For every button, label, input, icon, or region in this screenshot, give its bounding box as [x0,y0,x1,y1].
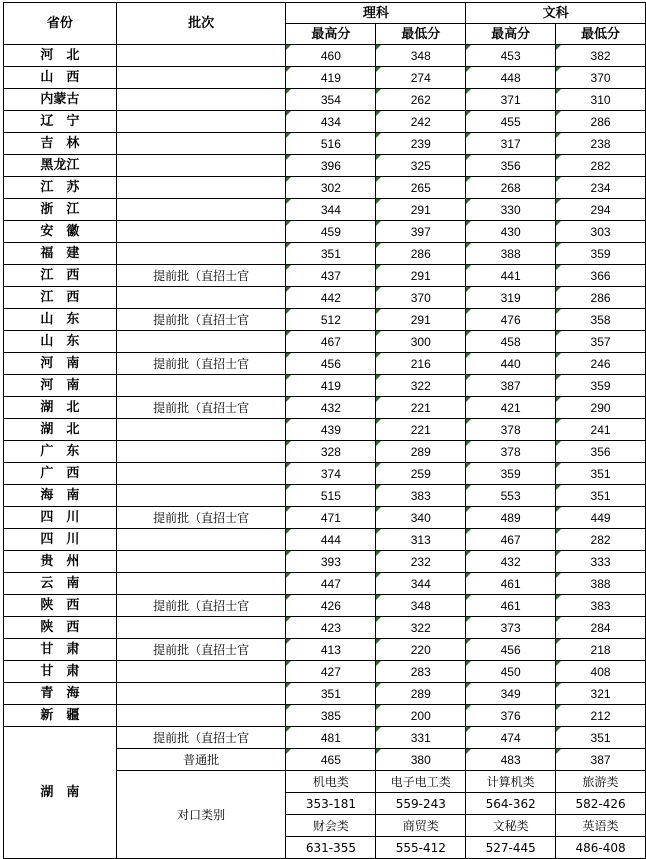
batch-cell [116,683,286,705]
arts-min-cell: 282 [556,155,646,177]
batch-cell: 提前批（直招士官 [116,595,286,617]
science-max-cell: 426 [286,595,376,617]
table-row [4,199,646,221]
science-max-cell: 396 [286,155,376,177]
science-min-cell: 380 [376,749,466,771]
score-table [3,2,646,859]
arts-max-cell: 430 [466,221,556,243]
arts-min-cell: 286 [556,287,646,309]
science-min-cell: 289 [376,441,466,463]
science-min-cell: 283 [376,661,466,683]
batch-cell: 提前批（直招士官 [116,265,286,287]
batch-cell: 提前批（直招士官 [116,309,286,331]
province-cell: 内蒙古 [4,89,117,111]
batch-cell [116,111,286,133]
science-min-cell: 221 [376,397,466,419]
table-row [4,133,646,155]
table-row [4,617,646,639]
science-min-cell: 262 [376,89,466,111]
arts-min-cell: 303 [556,221,646,243]
arts-min-cell: 321 [556,683,646,705]
province-cell: 贵 州 [4,551,117,573]
arts-min-cell: 241 [556,419,646,441]
arts-max-cell: 388 [466,243,556,265]
arts-min-cell: 286 [556,111,646,133]
science-max-cell: 437 [286,265,376,287]
batch-cell [116,551,286,573]
arts-max-cell: 476 [466,309,556,331]
science-min-cell: 291 [376,265,466,287]
arts-max-cell: 467 [466,529,556,551]
batch-cell [116,529,286,551]
vocational-range-cell: 582-426 [556,793,646,815]
arts-min-cell: 246 [556,353,646,375]
arts-max-cell: 373 [466,617,556,639]
vocational-category-cell: 财会类 [286,815,376,837]
table-row [4,375,646,397]
science-max-cell: 427 [286,661,376,683]
science-min-header: 最低分 [376,24,466,45]
vocational-category-cell: 英语类 [556,815,646,837]
arts-max-cell: 489 [466,507,556,529]
batch-header: 批次 [116,3,286,45]
science-min-cell: 313 [376,529,466,551]
province-cell: 吉 林 [4,133,117,155]
arts-min-cell: 238 [556,133,646,155]
table-row [4,177,646,199]
batch-cell [116,199,286,221]
vocational-range-cell: 631-355 [286,837,376,859]
table-row [4,397,646,419]
arts-min-cell: 218 [556,639,646,661]
table-row [4,507,646,529]
science-min-cell: 265 [376,177,466,199]
province-cell: 浙 江 [4,199,117,221]
science-max-cell: 385 [286,705,376,727]
science-max-cell: 481 [286,727,376,749]
arts-min-cell: 358 [556,309,646,331]
science-min-cell: 397 [376,221,466,243]
table-row [4,331,646,353]
science-min-cell: 344 [376,573,466,595]
science-max-cell: 444 [286,529,376,551]
vocational-category-cell: 文秘类 [466,815,556,837]
arts-min-cell: 333 [556,551,646,573]
arts-max-cell: 456 [466,639,556,661]
science-max-cell: 467 [286,331,376,353]
arts-max-cell: 441 [466,265,556,287]
arts-min-cell: 284 [556,617,646,639]
science-min-cell: 239 [376,133,466,155]
table-row [4,573,646,595]
science-max-cell: 413 [286,639,376,661]
batch-cell [116,463,286,485]
science-max-cell: 351 [286,683,376,705]
table-row [4,67,646,89]
province-cell: 江 苏 [4,177,117,199]
science-min-cell: 340 [376,507,466,529]
science-max-cell: 515 [286,485,376,507]
arts-max-cell: 330 [466,199,556,221]
batch-cell [116,419,286,441]
science-min-cell: 221 [376,419,466,441]
science-max-cell: 460 [286,45,376,67]
province-cell: 山 西 [4,67,117,89]
science-max-cell: 465 [286,749,376,771]
vocational-range-cell: 559-243 [376,793,466,815]
science-max-cell: 447 [286,573,376,595]
province-cell: 山 东 [4,309,117,331]
table-row [4,705,646,727]
science-min-cell: 291 [376,309,466,331]
batch-cell [116,375,286,397]
province-header: 省份 [4,3,117,45]
table-row [4,265,646,287]
header-row-1 [4,3,646,24]
table-row [4,441,646,463]
science-min-cell: 322 [376,375,466,397]
province-cell: 新 疆 [4,705,117,727]
arts-max-cell: 461 [466,595,556,617]
province-cell: 甘 肃 [4,639,117,661]
table-row [4,45,646,67]
science-min-cell: 232 [376,551,466,573]
science-max-cell: 442 [286,287,376,309]
province-cell: 广 东 [4,441,117,463]
arts-max-cell: 319 [466,287,556,309]
arts-max-cell: 450 [466,661,556,683]
province-cell: 广 西 [4,463,117,485]
arts-max-cell: 421 [466,397,556,419]
arts-min-cell: 387 [556,749,646,771]
arts-max-cell: 371 [466,89,556,111]
arts-min-cell: 351 [556,463,646,485]
science-max-cell: 344 [286,199,376,221]
arts-max-cell: 378 [466,419,556,441]
table-row [4,309,646,331]
province-cell: 安 徽 [4,221,117,243]
arts-max-cell: 268 [466,177,556,199]
batch-cell [116,133,286,155]
batch-cell: 提前批（直招士官 [116,507,286,529]
arts-max-cell: 453 [466,45,556,67]
province-cell: 四 川 [4,529,117,551]
science-max-cell: 432 [286,397,376,419]
vocational-category-cell: 旅游类 [556,771,646,793]
table-row [4,639,646,661]
table-row [4,683,646,705]
science-min-cell: 289 [376,683,466,705]
science-min-cell: 325 [376,155,466,177]
science-max-cell: 302 [286,177,376,199]
province-cell: 江 西 [4,287,117,309]
science-min-cell: 300 [376,331,466,353]
science-max-cell: 516 [286,133,376,155]
batch-cell [116,45,286,67]
vocational-range-cell: 486-408 [556,837,646,859]
arts-max-header: 最高分 [466,24,556,45]
arts-min-cell: 357 [556,331,646,353]
science-min-cell: 216 [376,353,466,375]
science-max-cell: 328 [286,441,376,463]
science-min-cell: 348 [376,595,466,617]
province-cell: 甘 肃 [4,661,117,683]
arts-min-cell: 282 [556,529,646,551]
province-cell: 河 南 [4,353,117,375]
science-max-cell: 351 [286,243,376,265]
table-row [4,353,646,375]
arts-min-header: 最低分 [556,24,646,45]
batch-cell [116,331,286,353]
batch-cell: 提前批（直招士官 [116,353,286,375]
arts-header: 文科 [466,3,646,24]
table-row [4,595,646,617]
table-row [4,529,646,551]
science-header: 理科 [286,3,466,24]
table-row [4,221,646,243]
batch-cell [116,617,286,639]
arts-min-cell: 351 [556,727,646,749]
batch-cell [116,485,286,507]
batch-cell [116,89,286,111]
science-min-cell: 274 [376,67,466,89]
arts-max-cell: 474 [466,727,556,749]
arts-max-cell: 461 [466,573,556,595]
arts-max-cell: 553 [466,485,556,507]
batch-cell [116,243,286,265]
science-min-cell: 348 [376,45,466,67]
table-row [4,485,646,507]
arts-max-cell: 356 [466,155,556,177]
province-cell: 河 北 [4,45,117,67]
arts-max-cell: 455 [466,111,556,133]
science-max-cell: 419 [286,375,376,397]
province-cell: 青 海 [4,683,117,705]
batch-cell [116,661,286,683]
arts-min-cell: 310 [556,89,646,111]
province-cell: 山 东 [4,331,117,353]
arts-min-cell: 234 [556,177,646,199]
science-max-cell: 374 [286,463,376,485]
table-row [4,111,646,133]
hunan-early-row [4,727,646,749]
batch-cell [116,573,286,595]
province-cell: 湖 北 [4,397,117,419]
province-cell: 陕 西 [4,595,117,617]
science-max-cell: 512 [286,309,376,331]
science-max-cell: 471 [286,507,376,529]
arts-min-cell: 383 [556,595,646,617]
science-min-cell: 220 [376,639,466,661]
arts-min-cell: 356 [556,441,646,463]
province-cell: 河 南 [4,375,117,397]
science-min-cell: 259 [376,463,466,485]
science-min-cell: 370 [376,287,466,309]
batch-cell: 提前批（直招士官 [116,397,286,419]
vocational-range-cell: 555-412 [376,837,466,859]
vocational-category-cell: 机电类 [286,771,376,793]
arts-max-cell: 448 [466,67,556,89]
arts-max-cell: 432 [466,551,556,573]
table-row [4,89,646,111]
vocational-label-cell: 对口类别 [116,771,286,859]
batch-cell [116,705,286,727]
arts-min-cell: 449 [556,507,646,529]
vocational-category-cell: 商贸类 [376,815,466,837]
science-max-cell: 459 [286,221,376,243]
vocational-range-cell: 527-445 [466,837,556,859]
batch-cell [116,155,286,177]
arts-min-cell: 294 [556,199,646,221]
province-cell: 福 建 [4,243,117,265]
science-min-cell: 200 [376,705,466,727]
arts-min-cell: 388 [556,573,646,595]
arts-min-cell: 290 [556,397,646,419]
science-max-header: 最高分 [286,24,376,45]
table-row [4,463,646,485]
arts-max-cell: 349 [466,683,556,705]
batch-cell: 提前批（直招士官 [116,639,286,661]
province-cell: 陕 西 [4,617,117,639]
arts-min-cell: 351 [556,485,646,507]
science-min-cell: 291 [376,199,466,221]
arts-max-cell: 483 [466,749,556,771]
batch-cell [116,177,286,199]
science-max-cell: 393 [286,551,376,573]
province-cell: 四 川 [4,507,117,529]
province-cell: 辽 宁 [4,111,117,133]
arts-min-cell: 370 [556,67,646,89]
arts-min-cell: 408 [556,661,646,683]
science-max-cell: 354 [286,89,376,111]
science-min-cell: 286 [376,243,466,265]
vocational-range-cell: 564-362 [466,793,556,815]
table-row [4,155,646,177]
arts-max-cell: 376 [466,705,556,727]
table-row [4,551,646,573]
vocational-category-cell: 电子电工类 [376,771,466,793]
table-row [4,243,646,265]
arts-min-cell: 212 [556,705,646,727]
table-row [4,661,646,683]
province-cell: 江 西 [4,265,117,287]
science-min-cell: 331 [376,727,466,749]
science-min-cell: 383 [376,485,466,507]
province-cell: 黑龙江 [4,155,117,177]
batch-cell: 提前批（直招士官 [116,727,286,749]
table-row [4,287,646,309]
arts-max-cell: 317 [466,133,556,155]
arts-min-cell: 359 [556,375,646,397]
batch-cell [116,287,286,309]
science-min-cell: 322 [376,617,466,639]
arts-max-cell: 440 [466,353,556,375]
science-max-cell: 434 [286,111,376,133]
vocational-category-cell: 计算机类 [466,771,556,793]
province-cell: 海 南 [4,485,117,507]
science-max-cell: 423 [286,617,376,639]
arts-max-cell: 359 [466,463,556,485]
batch-cell [116,221,286,243]
arts-min-cell: 366 [556,265,646,287]
province-cell: 湖 北 [4,419,117,441]
science-min-cell: 242 [376,111,466,133]
science-max-cell: 439 [286,419,376,441]
vocational-range-cell: 353-181 [286,793,376,815]
arts-max-cell: 378 [466,441,556,463]
science-max-cell: 419 [286,67,376,89]
batch-cell [116,441,286,463]
arts-max-cell: 387 [466,375,556,397]
province-cell: 云 南 [4,573,117,595]
hunan-province-cell: 湖 南 [4,727,117,859]
batch-cell [116,67,286,89]
table-row [4,419,646,441]
batch-cell: 普通批 [116,749,286,771]
arts-min-cell: 382 [556,45,646,67]
science-max-cell: 456 [286,353,376,375]
arts-min-cell: 359 [556,243,646,265]
arts-max-cell: 458 [466,331,556,353]
